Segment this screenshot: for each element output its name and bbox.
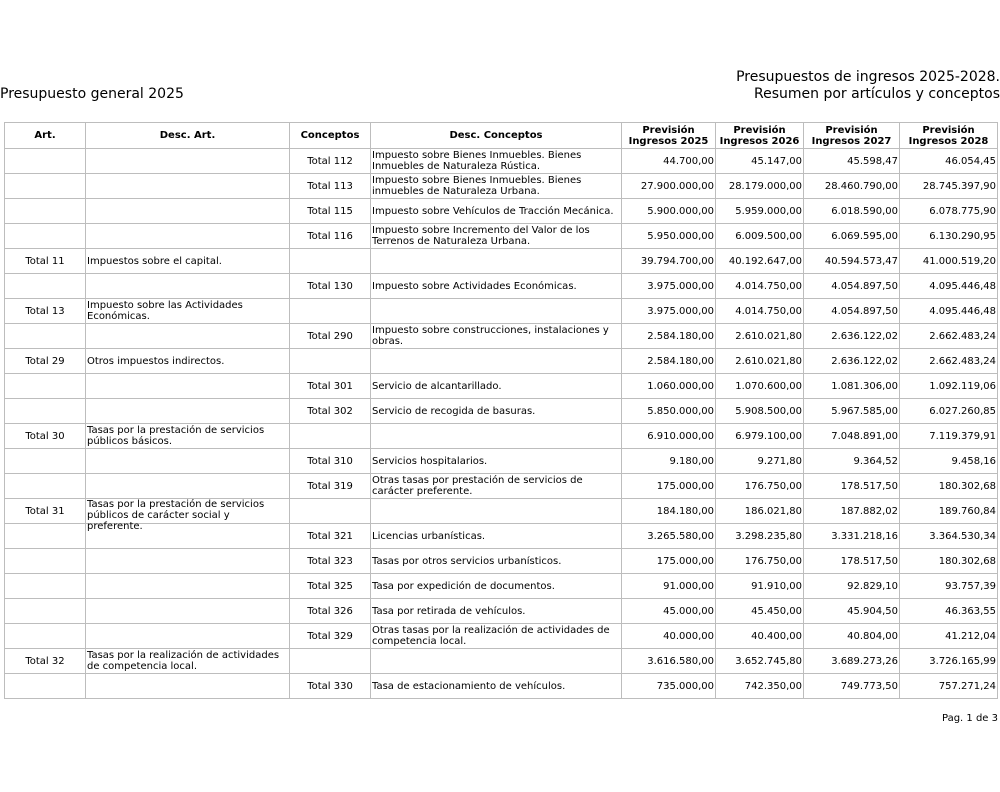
row-value-2028: 6.078.775,90 [900, 199, 998, 224]
row-desc-art-text: Tasas por la prestación de servicios públicos básicos. [87, 425, 265, 447]
table-row [5, 449, 998, 474]
row-desc-art [86, 474, 290, 499]
table-row [5, 199, 998, 224]
row-desc-art [86, 374, 290, 399]
table-row [5, 649, 998, 674]
row-value-2025: 5.900.000,00 [622, 199, 716, 224]
report-subtitle-line1: Presupuestos de ingresos 2025-2028. [736, 69, 1000, 85]
report-title: Presupuesto general 2025 [0, 86, 184, 102]
row-desc-concepto-text: Tasa por retirada de vehículos. [372, 605, 526, 617]
row-value-2028: 189.760,84 [900, 499, 998, 524]
row-art: Total 32 [5, 649, 86, 674]
row-value-2026: 176.750,00 [716, 474, 804, 499]
row-concepto: Total 302 [290, 399, 371, 424]
row-desc-concepto [371, 299, 622, 324]
row-art: Total 29 [5, 349, 86, 374]
table-row [5, 599, 998, 624]
row-value-2028: 28.745.397,90 [900, 174, 998, 199]
row-desc-concepto [371, 349, 622, 374]
table-row [5, 424, 998, 449]
table-row [5, 324, 998, 349]
row-value-2028: 6.130.290,95 [900, 224, 998, 249]
row-value-2028: 9.458,16 [900, 449, 998, 474]
row-art [5, 624, 86, 649]
row-concepto: Total 115 [290, 199, 371, 224]
row-desc-concepto-text: Tasas por otros servicios urbanísticos. [372, 555, 562, 567]
row-value-2028: 4.095.446,48 [900, 274, 998, 299]
row-value-2028: 46.363,55 [900, 599, 998, 624]
row-value-2025: 184.180,00 [622, 499, 716, 524]
row-concepto: Total 325 [290, 574, 371, 599]
row-concepto: Total 113 [290, 174, 371, 199]
col-header-2025 [622, 123, 716, 149]
row-desc-art [86, 424, 290, 449]
row-desc-art [86, 274, 290, 299]
table-row [5, 574, 998, 599]
row-value-2028: 2.662.483,24 [900, 349, 998, 374]
col-header-2025-line1: Previsión [642, 124, 695, 136]
row-desc-concepto [371, 424, 622, 449]
row-value-2026: 9.271,80 [716, 449, 804, 474]
row-desc-concepto-text: Licencias urbanísticas. [372, 530, 486, 542]
col-header-desc-art: Desc. Art. [86, 123, 290, 149]
row-value-2027: 9.364,52 [804, 449, 900, 474]
row-desc-art-text: Impuesto sobre las Actividades Económicas. [87, 300, 243, 322]
row-value-2027: 40.594.573,47 [804, 249, 900, 274]
table-row [5, 274, 998, 299]
row-value-2026: 2.610.021,80 [716, 324, 804, 349]
row-value-2028: 6.027.260,85 [900, 399, 998, 424]
row-desc-art [86, 599, 290, 624]
col-header-2026 [716, 123, 804, 149]
row-desc-art [86, 499, 290, 532]
row-art [5, 599, 86, 624]
row-value-2025: 175.000,00 [622, 549, 716, 574]
row-art: Total 11 [5, 249, 86, 274]
row-desc-art-text: Tasas por la realización de actividades de competencia local. [87, 650, 280, 672]
table-row [5, 624, 998, 649]
row-desc-concepto [371, 549, 622, 574]
row-concepto: Total 130 [290, 274, 371, 299]
row-concepto: Total 329 [290, 624, 371, 649]
col-header-2026-line2: Ingresos 2026 [719, 135, 800, 147]
col-header-2027-line1: Previsión [825, 124, 878, 136]
row-desc-concepto [371, 199, 622, 224]
row-desc-art [86, 624, 290, 649]
report-subtitle [736, 69, 1000, 103]
row-value-2027: 28.460.790,00 [804, 174, 900, 199]
col-header-2028-line1: Previsión [922, 124, 975, 136]
row-concepto: Total 112 [290, 149, 371, 174]
row-value-2028: 3.726.165,99 [900, 649, 998, 674]
row-desc-art [86, 299, 290, 324]
row-value-2026: 4.014.750,00 [716, 299, 804, 324]
row-value-2028: 2.662.483,24 [900, 324, 998, 349]
row-value-2027: 187.882,02 [804, 499, 900, 524]
table-row [5, 399, 998, 424]
row-value-2026: 5.908.500,00 [716, 399, 804, 424]
row-value-2027: 4.054.897,50 [804, 274, 900, 299]
row-value-2026: 91.910,00 [716, 574, 804, 599]
row-value-2025: 3.616.580,00 [622, 649, 716, 674]
row-desc-art-text: Tasas por la prestación de servicios públicos de carácter social y preferente. [87, 499, 265, 532]
row-art [5, 199, 86, 224]
row-concepto [290, 349, 371, 374]
row-desc-concepto-text: Impuesto sobre construcciones, instalaciones y obras. [372, 325, 609, 347]
row-value-2027: 4.054.897,50 [804, 299, 900, 324]
row-desc-concepto-text: Impuesto sobre Bienes Inmuebles. Bienes Inmuebles de Naturaleza Rústica. [372, 150, 582, 172]
row-value-2027: 5.967.585,00 [804, 399, 900, 424]
row-value-2028: 4.095.446,48 [900, 299, 998, 324]
row-value-2027: 45.904,50 [804, 599, 900, 624]
row-value-2027: 6.069.595,00 [804, 224, 900, 249]
row-value-2026: 45.147,00 [716, 149, 804, 174]
row-desc-art [86, 199, 290, 224]
col-header-2028 [900, 123, 998, 149]
row-value-2027: 3.331.218,16 [804, 524, 900, 549]
row-concepto: Total 326 [290, 599, 371, 624]
col-header-art: Art. [5, 123, 86, 149]
row-concepto [290, 249, 371, 274]
row-concepto: Total 323 [290, 549, 371, 574]
row-desc-concepto [371, 499, 622, 524]
row-value-2025: 27.900.000,00 [622, 174, 716, 199]
row-art [5, 149, 86, 174]
row-concepto: Total 290 [290, 324, 371, 349]
report-subtitle-line2: Resumen por artículos y conceptos [753, 86, 1000, 102]
row-art: Total 31 [5, 499, 86, 524]
row-desc-art [86, 674, 290, 699]
table-header-row [5, 123, 998, 149]
row-value-2028: 7.119.379,91 [900, 424, 998, 449]
row-desc-art [86, 574, 290, 599]
row-value-2028: 93.757,39 [900, 574, 998, 599]
row-value-2027: 92.829,10 [804, 574, 900, 599]
row-desc-concepto [371, 574, 622, 599]
table-row [5, 674, 998, 699]
table-row [5, 224, 998, 249]
row-desc-concepto-text: Impuesto sobre Incremento del Valor de los Terrenos de Naturaleza Urbana. [372, 225, 590, 247]
row-art [5, 524, 86, 549]
row-desc-concepto [371, 174, 622, 199]
row-value-2028: 757.271,24 [900, 674, 998, 699]
table-row [5, 349, 998, 374]
row-value-2028: 41.000.519,20 [900, 249, 998, 274]
row-desc-art [86, 649, 290, 674]
row-desc-concepto-text: Otras tasas por prestación de servicios de carácter preferente. [372, 475, 583, 497]
row-desc-art [86, 349, 290, 374]
row-value-2025: 3.975.000,00 [622, 274, 716, 299]
row-value-2026: 2.610.021,80 [716, 349, 804, 374]
row-art [5, 174, 86, 199]
row-value-2025: 2.584.180,00 [622, 324, 716, 349]
row-concepto [290, 499, 371, 524]
row-value-2026: 3.298.235,80 [716, 524, 804, 549]
row-value-2026: 45.450,00 [716, 599, 804, 624]
table-row [5, 299, 998, 324]
row-value-2028: 180.302,68 [900, 549, 998, 574]
row-value-2027: 40.804,00 [804, 624, 900, 649]
row-desc-art [86, 174, 290, 199]
row-desc-art [86, 449, 290, 474]
row-desc-concepto [371, 624, 622, 649]
row-value-2025: 3.975.000,00 [622, 299, 716, 324]
row-value-2027: 1.081.306,00 [804, 374, 900, 399]
row-value-2027: 6.018.590,00 [804, 199, 900, 224]
row-concepto: Total 330 [290, 674, 371, 699]
row-desc-concepto-text: Impuesto sobre Actividades Económicas. [372, 280, 577, 292]
col-header-desc-conceptos: Desc. Conceptos [371, 123, 622, 149]
row-value-2025: 39.794.700,00 [622, 249, 716, 274]
row-art [5, 549, 86, 574]
row-value-2026: 6.979.100,00 [716, 424, 804, 449]
row-value-2027: 7.048.891,00 [804, 424, 900, 449]
row-value-2025: 2.584.180,00 [622, 349, 716, 374]
table-row [5, 499, 998, 524]
row-desc-concepto [371, 399, 622, 424]
row-desc-art [86, 324, 290, 349]
row-value-2026: 5.959.000,00 [716, 199, 804, 224]
row-value-2025: 1.060.000,00 [622, 374, 716, 399]
row-desc-concepto [371, 524, 622, 549]
row-art [5, 474, 86, 499]
row-value-2026: 186.021,80 [716, 499, 804, 524]
row-value-2027: 178.517,50 [804, 474, 900, 499]
row-desc-concepto [371, 324, 622, 349]
row-concepto [290, 424, 371, 449]
row-concepto: Total 321 [290, 524, 371, 549]
row-value-2026: 1.070.600,00 [716, 374, 804, 399]
table-row [5, 524, 998, 549]
row-desc-art [86, 399, 290, 424]
row-concepto [290, 649, 371, 674]
row-desc-concepto [371, 649, 622, 674]
row-value-2025: 40.000,00 [622, 624, 716, 649]
col-header-conceptos: Conceptos [290, 123, 371, 149]
row-art [5, 449, 86, 474]
row-desc-concepto-text: Servicio de alcantarillado. [372, 380, 502, 392]
row-value-2026: 3.652.745,80 [716, 649, 804, 674]
row-concepto: Total 116 [290, 224, 371, 249]
row-desc-concepto [371, 224, 622, 249]
row-desc-art-text: Otros impuestos indirectos. [87, 355, 225, 367]
col-header-2028-line2: Ingresos 2028 [908, 135, 989, 147]
row-value-2026: 742.350,00 [716, 674, 804, 699]
row-desc-art [86, 549, 290, 574]
row-value-2026: 4.014.750,00 [716, 274, 804, 299]
row-art [5, 574, 86, 599]
row-desc-art [86, 149, 290, 174]
row-desc-concepto [371, 149, 622, 174]
row-value-2025: 9.180,00 [622, 449, 716, 474]
row-value-2026: 40.192.647,00 [716, 249, 804, 274]
row-value-2026: 6.009.500,00 [716, 224, 804, 249]
col-header-2027 [804, 123, 900, 149]
row-desc-art-text: Impuestos sobre el capital. [87, 255, 222, 267]
row-desc-concepto [371, 274, 622, 299]
row-desc-concepto-text: Tasa por expedición de documentos. [372, 580, 555, 592]
row-value-2028: 41.212,04 [900, 624, 998, 649]
row-value-2025: 5.950.000,00 [622, 224, 716, 249]
col-header-2025-line2: Ingresos 2025 [628, 135, 709, 147]
row-value-2025: 6.910.000,00 [622, 424, 716, 449]
col-header-2027-line2: Ingresos 2027 [811, 135, 892, 147]
row-desc-concepto [371, 474, 622, 499]
row-value-2027: 45.598,47 [804, 149, 900, 174]
row-art: Total 13 [5, 299, 86, 324]
row-art [5, 374, 86, 399]
row-value-2025: 44.700,00 [622, 149, 716, 174]
row-value-2025: 735.000,00 [622, 674, 716, 699]
table-row [5, 149, 998, 174]
row-concepto: Total 319 [290, 474, 371, 499]
row-concepto: Total 301 [290, 374, 371, 399]
row-desc-concepto-text: Impuesto sobre Bienes Inmuebles. Bienes inmuebles de Naturaleza Urbana. [372, 175, 582, 197]
row-desc-concepto-text: Otras tasas por la realización de actividades de competencia local. [372, 625, 610, 647]
row-value-2026: 176.750,00 [716, 549, 804, 574]
row-desc-concepto [371, 374, 622, 399]
row-value-2025: 91.000,00 [622, 574, 716, 599]
table-row [5, 374, 998, 399]
row-art [5, 274, 86, 299]
row-value-2025: 3.265.580,00 [622, 524, 716, 549]
row-value-2025: 45.000,00 [622, 599, 716, 624]
table-row [5, 474, 998, 499]
row-desc-concepto-text: Impuesto sobre Vehículos de Tracción Mecánica. [372, 205, 614, 217]
row-concepto: Total 310 [290, 449, 371, 474]
row-desc-concepto-text: Servicios hospitalarios. [372, 455, 488, 467]
row-desc-concepto [371, 249, 622, 274]
row-value-2027: 178.517,50 [804, 549, 900, 574]
row-value-2028: 1.092.119,06 [900, 374, 998, 399]
page-number: Pag. 1 de 3 [942, 713, 998, 724]
row-desc-concepto [371, 449, 622, 474]
row-desc-concepto-text: Servicio de recogida de basuras. [372, 405, 536, 417]
row-value-2026: 40.400,00 [716, 624, 804, 649]
row-value-2026: 28.179.000,00 [716, 174, 804, 199]
row-art [5, 324, 86, 349]
table-row [5, 174, 998, 199]
row-value-2025: 175.000,00 [622, 474, 716, 499]
row-desc-concepto-text: Tasa de estacionamiento de vehículos. [372, 680, 566, 692]
row-art [5, 224, 86, 249]
row-desc-art [86, 249, 290, 274]
row-value-2028: 46.054,45 [900, 149, 998, 174]
row-value-2027: 2.636.122,02 [804, 324, 900, 349]
col-header-2026-line1: Previsión [733, 124, 786, 136]
table-row [5, 549, 998, 574]
row-art: Total 30 [5, 424, 86, 449]
row-desc-art [86, 224, 290, 249]
row-concepto [290, 299, 371, 324]
row-value-2028: 3.364.530,34 [900, 524, 998, 549]
row-art [5, 399, 86, 424]
row-desc-concepto [371, 674, 622, 699]
row-art [5, 674, 86, 699]
row-value-2025: 5.850.000,00 [622, 399, 716, 424]
row-desc-concepto [371, 599, 622, 624]
row-value-2027: 3.689.273,26 [804, 649, 900, 674]
budget-table [4, 122, 998, 699]
table-row [5, 249, 998, 274]
row-value-2028: 180.302,68 [900, 474, 998, 499]
row-value-2027: 2.636.122,02 [804, 349, 900, 374]
row-value-2027: 749.773,50 [804, 674, 900, 699]
